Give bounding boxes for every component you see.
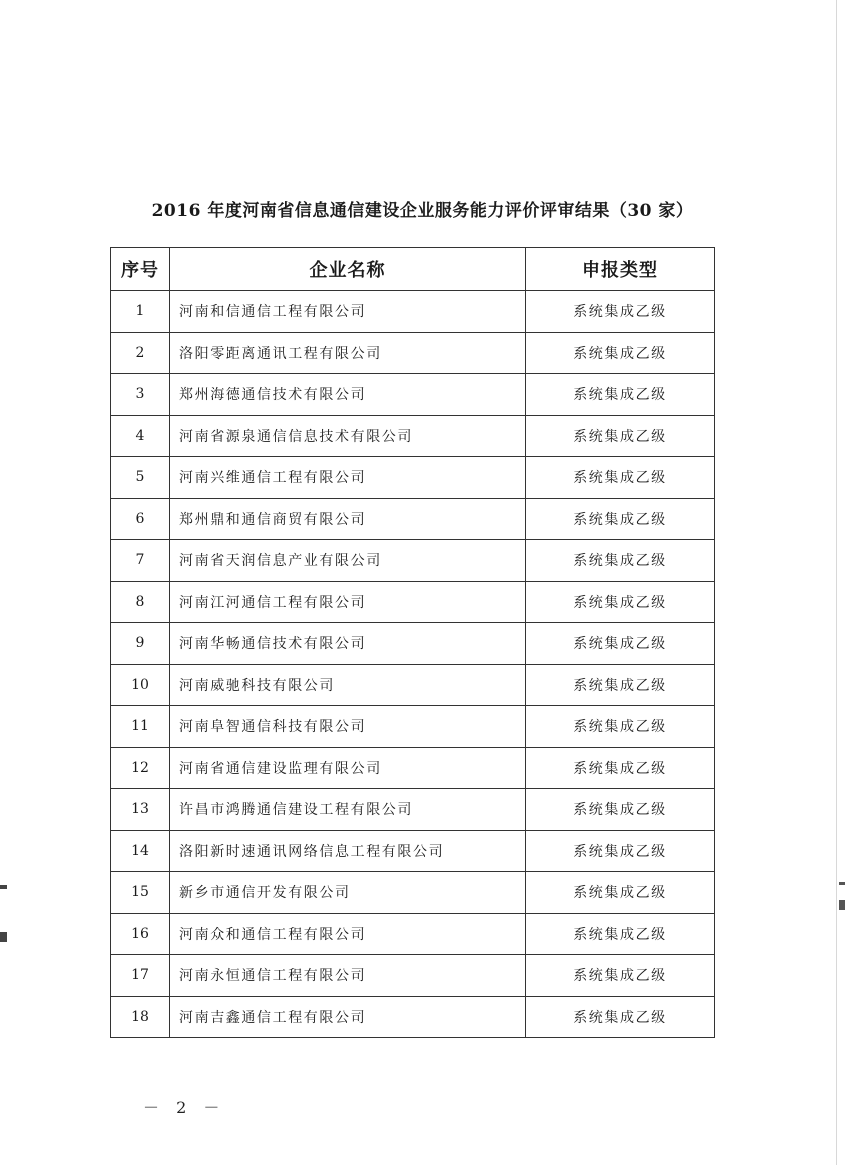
table-row: [111, 332, 715, 374]
serial-number-cell: 10: [111, 664, 170, 706]
company-name-cell: 洛阳零距离通讯工程有限公司: [170, 332, 526, 374]
serial-number-cell: 6: [111, 498, 170, 540]
application-type-cell: 系统集成乙级: [526, 415, 715, 457]
application-type-cell: 系统集成乙级: [526, 374, 715, 416]
table-row: [111, 913, 715, 955]
table-row: [111, 291, 715, 333]
company-name-cell: 河南兴维通信工程有限公司: [170, 457, 526, 499]
application-type-cell: 系统集成乙级: [526, 540, 715, 582]
header-application-type: 申报类型: [526, 248, 715, 291]
company-name-cell: 河南江河通信工程有限公司: [170, 581, 526, 623]
application-type-cell: 系统集成乙级: [526, 789, 715, 831]
company-name-cell: 郑州鼎和通信商贸有限公司: [170, 498, 526, 540]
serial-number-cell: 5: [111, 457, 170, 499]
table-row: [111, 872, 715, 914]
table-body: [111, 291, 715, 1038]
table-row: [111, 415, 715, 457]
serial-number-cell: 12: [111, 747, 170, 789]
table-header-row: [111, 248, 715, 291]
document-title: 2016 年度河南省信息通信建设企业服务能力评价评审结果（30 家）: [151, 201, 694, 221]
scan-mark: [839, 900, 845, 910]
scan-mark: [0, 932, 7, 942]
table-row: [111, 540, 715, 582]
company-name-cell: 洛阳新时速通讯网络信息工程有限公司: [170, 830, 526, 872]
table-row: [111, 374, 715, 416]
application-type-cell: 系统集成乙级: [526, 291, 715, 333]
table-row: [111, 623, 715, 665]
table-row: [111, 706, 715, 748]
company-name-cell: 河南省通信建设监理有限公司: [170, 747, 526, 789]
header-company-name: 企业名称: [170, 248, 526, 291]
results-table: [110, 247, 715, 1038]
company-name-cell: 河南永恒通信工程有限公司: [170, 955, 526, 997]
table-row: [111, 498, 715, 540]
scan-mark: [0, 885, 7, 889]
serial-number-cell: 7: [111, 540, 170, 582]
page-number: － 2 －: [143, 1098, 226, 1117]
serial-number-cell: 14: [111, 830, 170, 872]
company-name-cell: 河南省源泉通信信息技术有限公司: [170, 415, 526, 457]
application-type-cell: 系统集成乙级: [526, 913, 715, 955]
serial-number-cell: 18: [111, 996, 170, 1038]
table-row: [111, 747, 715, 789]
company-name-cell: 河南阜智通信科技有限公司: [170, 706, 526, 748]
application-type-cell: 系统集成乙级: [526, 706, 715, 748]
company-name-cell: 河南和信通信工程有限公司: [170, 291, 526, 333]
application-type-cell: 系统集成乙级: [526, 457, 715, 499]
application-type-cell: 系统集成乙级: [526, 664, 715, 706]
table-row: [111, 664, 715, 706]
application-type-cell: 系统集成乙级: [526, 747, 715, 789]
table-row: [111, 955, 715, 997]
serial-number-cell: 16: [111, 913, 170, 955]
company-name-cell: 河南众和通信工程有限公司: [170, 913, 526, 955]
serial-number-cell: 4: [111, 415, 170, 457]
application-type-cell: 系统集成乙级: [526, 581, 715, 623]
table-row: [111, 830, 715, 872]
serial-number-cell: 13: [111, 789, 170, 831]
application-type-cell: 系统集成乙级: [526, 623, 715, 665]
company-name-cell: 河南省天润信息产业有限公司: [170, 540, 526, 582]
company-name-cell: 许昌市鸿腾通信建设工程有限公司: [170, 789, 526, 831]
serial-number-cell: 8: [111, 581, 170, 623]
serial-number-cell: 2: [111, 332, 170, 374]
company-name-cell: 郑州海德通信技术有限公司: [170, 374, 526, 416]
serial-number-cell: 3: [111, 374, 170, 416]
serial-number-cell: 9: [111, 623, 170, 665]
header-serial-number: 序号: [111, 248, 170, 291]
page-edge: [836, 0, 837, 1165]
table-row: [111, 996, 715, 1038]
scan-mark: [839, 882, 845, 885]
application-type-cell: 系统集成乙级: [526, 872, 715, 914]
table-row: [111, 581, 715, 623]
application-type-cell: 系统集成乙级: [526, 830, 715, 872]
serial-number-cell: 17: [111, 955, 170, 997]
serial-number-cell: 15: [111, 872, 170, 914]
company-name-cell: 新乡市通信开发有限公司: [170, 872, 526, 914]
table-row: [111, 789, 715, 831]
serial-number-cell: 11: [111, 706, 170, 748]
application-type-cell: 系统集成乙级: [526, 332, 715, 374]
company-name-cell: 河南吉鑫通信工程有限公司: [170, 996, 526, 1038]
company-name-cell: 河南华畅通信技术有限公司: [170, 623, 526, 665]
application-type-cell: 系统集成乙级: [526, 996, 715, 1038]
application-type-cell: 系统集成乙级: [526, 955, 715, 997]
company-name-cell: 河南威驰科技有限公司: [170, 664, 526, 706]
serial-number-cell: 1: [111, 291, 170, 333]
table-row: [111, 457, 715, 499]
application-type-cell: 系统集成乙级: [526, 498, 715, 540]
